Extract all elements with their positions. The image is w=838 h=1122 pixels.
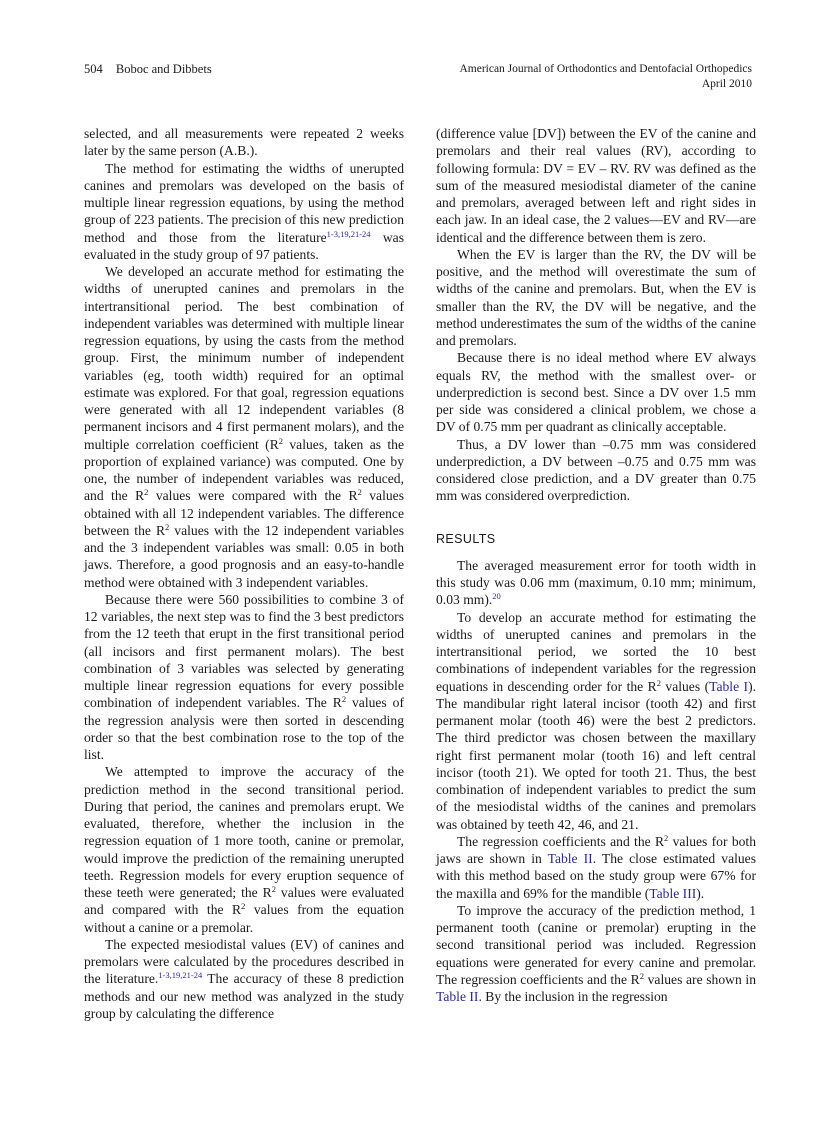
text: ).: [696, 885, 705, 901]
running-header-left: [84, 62, 212, 77]
text: ). The mandibular right lateral incisor (tooth 42) and first permanent molar (tooth 46) were the best 2 predictors. The third predictor was chosen between the maxillary right first permanent molar (tooth 16) and left central incisor (tooth 21). We opted for tooth 21. Thus, the best combination of independent variables to predict the sum of the mesiodistal widths of the canines and premolars was obtained by teeth 42, 46, and 21.: [436, 678, 757, 832]
text: values were evaluated and compared with the R: [84, 885, 404, 918]
paragraph: [436, 902, 756, 1006]
superscript: 2: [165, 521, 170, 532]
text: values of the regression analysis were then sorted in descending order so that the best combination rose to the top of the list.: [84, 695, 404, 762]
journal-title: American Journal of Orthodontics and Dentofacial Orthopedics: [459, 63, 752, 75]
text: To improve the accuracy of the prediction method, 1 permanent tooth (canine or premolar) erupting in the second transitional period was included. Regression equations were generated for every canine and premolar. The regression coefficients and the R: [436, 902, 756, 987]
text: We attempted to improve the accuracy of the prediction method in the second transitional period. During that period, the canines and premolars erupt. We evaluated, therefore, whether the inclusion in the regression equation of 1 more tooth, canine or premolar, would improve the prediction of the remaining unerupted teeth. Regression models for every eruption sequence of these teeth were generated; the R: [84, 764, 404, 900]
superscript: 2: [278, 435, 284, 446]
paragraph: [84, 936, 404, 1022]
text: . The close estimated values with this method based on the study group were 67% for the maxilla and 69% for the mandible (: [436, 851, 757, 901]
superscript: 2: [664, 832, 669, 843]
text: values were compared with the R: [148, 488, 358, 504]
text: We developed an accurate method for estimating the widths of unerupted canines and premolars in the intertransitional period. The best combination of independent variables was determined with multiple linear regression equations, by using the casts from the method group. First, the minimum number of independent variables (eg, tooth width) required for an optimal estimate was explored. For that goal, regression equations were generated with all 12 independent variables (8 permanent incisors and 4 first permanent molars), and the multiple correlation coefficient (R: [84, 264, 404, 452]
running-authors: Boboc and Dibbets: [115, 62, 212, 76]
text: The averaged measurement error for tooth width in this study was 0.06 mm (maximum, 0.10 mm; minimum, 0.03 mm).: [436, 557, 756, 608]
table-link[interactable]: Table III: [649, 885, 697, 901]
left-column: [84, 125, 404, 1022]
paragraph: [84, 160, 404, 264]
paragraph: [436, 349, 756, 435]
text: values (: [660, 678, 710, 694]
text: was evaluated in the study group of 97 patients.: [84, 229, 404, 262]
paragraph: [84, 591, 404, 764]
text: values, taken as the proportion of explained variance) was computed. One by one, the number of independent variables was reduced, and the R: [84, 436, 404, 504]
superscript: 2: [639, 970, 644, 981]
text: values obtained with all 12 independent variables. The difference between the R: [84, 488, 404, 538]
citation-link[interactable]: 20: [492, 591, 501, 602]
text: The expected mesiodistal values (EV) of canines and premolars were calculated by the procedures described in the literature.: [84, 936, 404, 987]
text: values are shown in: [643, 971, 756, 987]
text: (difference value [DV]) between the EV of the canine and premolars and their real values (RV), according to following formula: DV = EV – RV. RV was defined as the sum of the measured mesiodistal diameter of the canine and premolars, averaged between left and right sides in each jaw. In an ideal case, the 2 values—EV and RV—are identical and the difference between them is zero.: [436, 126, 756, 245]
text: The regression coefficients and the R: [457, 833, 665, 849]
paragraph: [436, 125, 756, 246]
running-header-right: [459, 62, 752, 92]
table-link[interactable]: Table II: [547, 851, 593, 866]
paragraph: [436, 833, 756, 902]
paragraph: [84, 263, 404, 591]
superscript: 2: [656, 677, 661, 688]
superscript: 2: [144, 487, 149, 498]
text: values from the equation without a canine or a premolar.: [84, 902, 404, 935]
text: Thus, a DV lower than –0.75 mm was considered underprediction, a DV between –0.75 and 0.75 mm was considered close prediction, and a DV greater than 0.75 mm was considered overprediction.: [436, 436, 756, 504]
superscript: 2: [341, 694, 347, 705]
table-link[interactable]: Table II: [436, 989, 479, 1004]
text: To develop an accurate method for estimating the widths of unerupted canines and premolars in the intertransitional period, we sorted the 10 best combinations of independent variables for the regression equations in descending order for the R: [436, 609, 756, 694]
text: selected, and all measurements were repeated 2 weeks later by the same person (A.B.).: [84, 126, 404, 159]
text: When the EV is larger than the RV, the DV will be positive, and the method will overestimate the sum of widths of the canine and premolars. But, when the EV is smaller than the RV, the DV will be negative, and the method underestimates the sum of the widths of the canine and premolars.: [436, 246, 756, 348]
page-number: 504: [84, 62, 103, 76]
text: values for both jaws are shown in: [436, 833, 756, 866]
right-column: [436, 125, 756, 1005]
text: Because there were 560 possibilities to combine 3 of 12 variables, the next step was to find the 3 best predictors from the 12 teeth that erupt in the first transitional period (all incisors and first permanent molars). The best combination of 3 variables was selected by generating multiple linear regression equations for every possible combination of independent variables. The R: [84, 591, 404, 711]
paragraph: [436, 246, 756, 350]
text: The accuracy of these 8 prediction methods and our new method was analyzed in the study group by calculating the difference: [84, 971, 405, 1021]
superscript: 2: [241, 901, 246, 912]
superscript: 2: [357, 487, 362, 498]
paragraph: [436, 436, 756, 505]
text: The method for estimating the widths of unerupted canines and premolars was developed on the basis of multiple linear regression equations, by using the method group of 223 patients. The precision of this new prediction method and those from the literature: [84, 160, 404, 245]
text: values with the 12 independent variables and the 3 independent variables was small: 0.05 in both jaws. Therefore, a good prognosis and an easy-to-handle method were obtained with 3 independent variables.: [84, 522, 404, 590]
paragraph: [436, 609, 756, 833]
citation-link[interactable]: 1-3,19,21-24: [326, 228, 371, 239]
paragraph: [436, 557, 756, 609]
superscript: 2: [271, 884, 276, 894]
issue-date: April 2010: [701, 78, 752, 90]
citation-link[interactable]: 1-3,19,21-24: [158, 970, 203, 981]
section-heading-results: RESULTS: [436, 531, 496, 546]
table-link[interactable]: Table I: [709, 678, 749, 694]
text: . By the inclusion in the regression: [478, 989, 668, 1004]
paragraph: [84, 125, 404, 160]
paragraph: [84, 763, 404, 936]
text: Because there is no ideal method where EV always equals RV, the method with the smallest over- or underprediction is second best. Since a DV over 1.5 mm per side was considered a clinical problem, we chose a DV of 0.75 mm per quadrant as clinically acceptable.: [436, 350, 756, 435]
